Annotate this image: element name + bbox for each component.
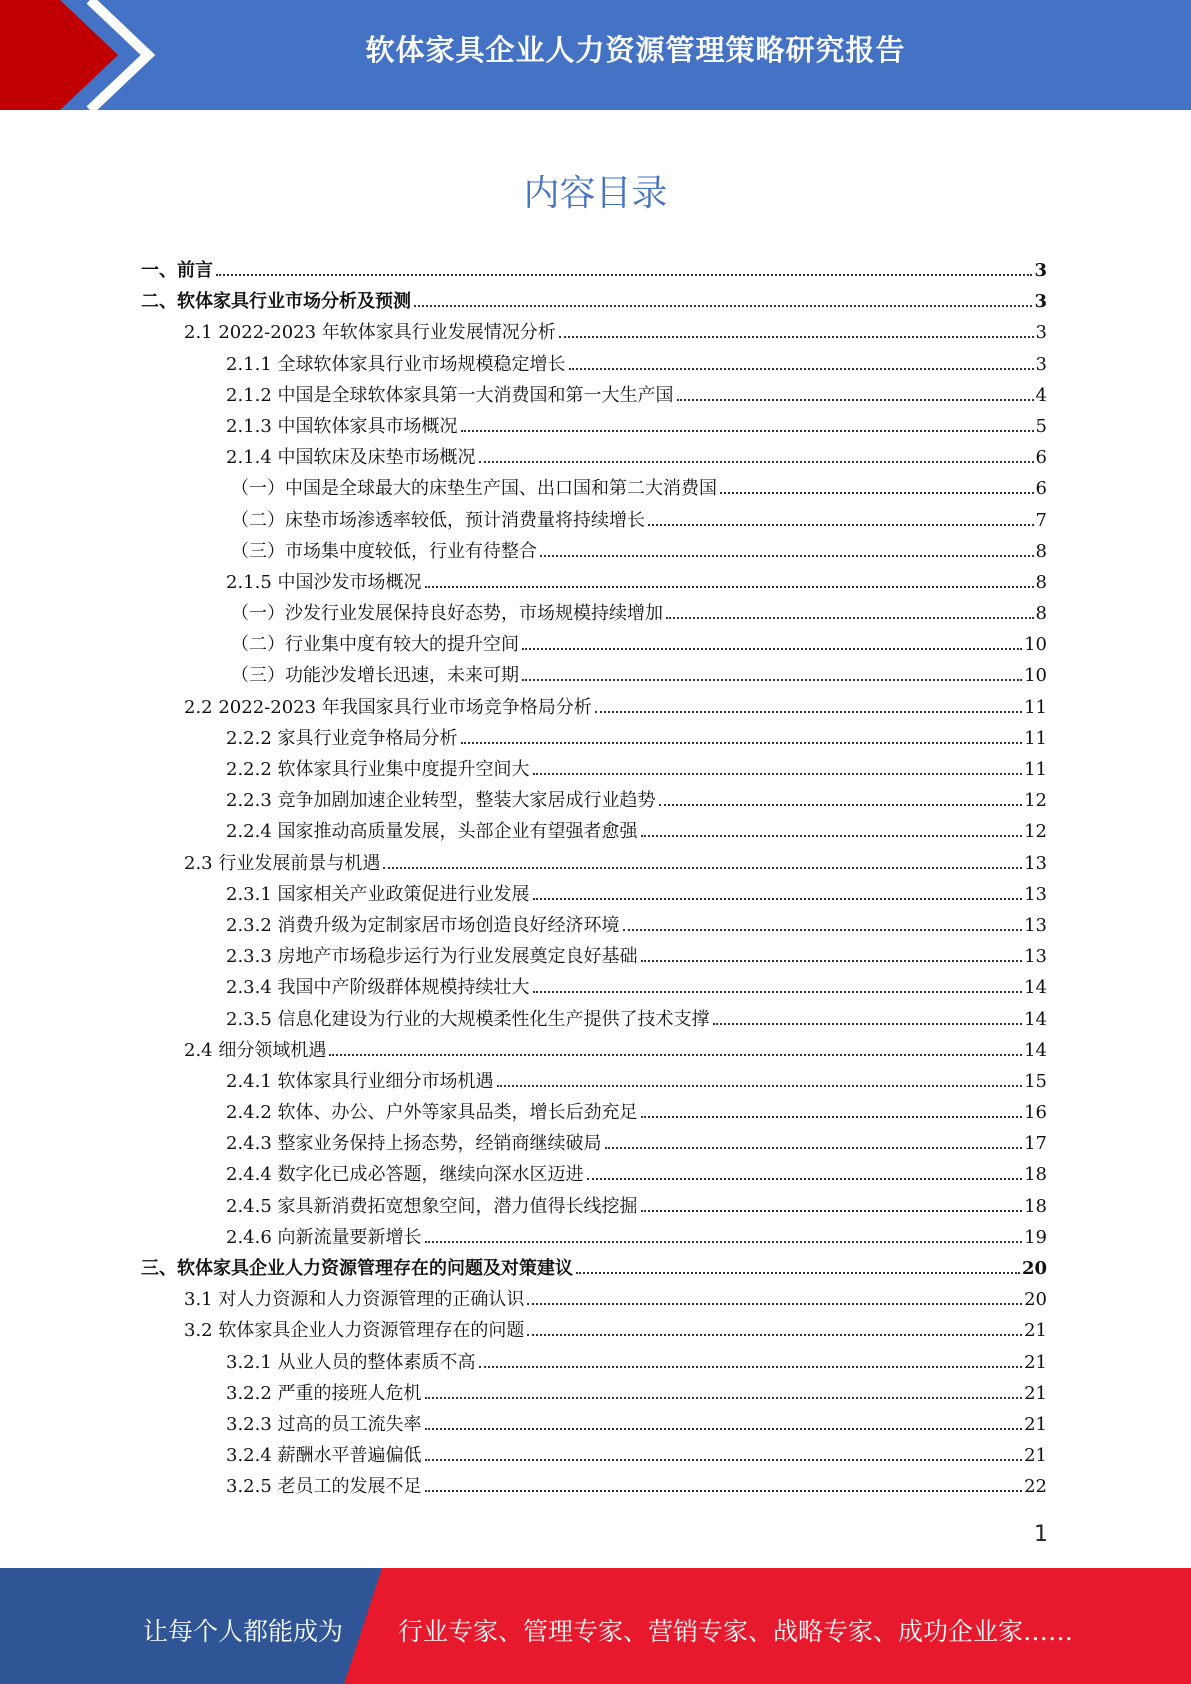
page-footer (0, 1568, 1191, 1684)
toc-leader-dots (540, 555, 1034, 557)
toc-entry-title: 2.3 行业发展前景与机遇 (184, 852, 381, 874)
toc-entry-page: 15 (1024, 1070, 1047, 1092)
toc-entry-title: （一）中国是全球最大的床垫生产国、出口国和第二大消费国 (231, 478, 717, 500)
toc-entry-title: 3.2.1 从业人员的整体素质不高 (226, 1351, 476, 1373)
toc-entry[interactable] (141, 1159, 1047, 1190)
toc-leader-dots (576, 1272, 1020, 1274)
toc-entry-page: 6 (1035, 478, 1047, 500)
toc-leader-dots (425, 1397, 1023, 1399)
toc-entry-title: （三）功能沙发增长迅速，未来可期 (231, 665, 519, 687)
toc-entry[interactable] (141, 816, 1047, 847)
toc-entry-page: 13 (1024, 914, 1047, 936)
page-number: 1 (1034, 1522, 1048, 1547)
toc-entry-page: 19 (1024, 1226, 1047, 1248)
toc-entry[interactable] (141, 473, 1047, 504)
toc-entry-page: 12 (1024, 790, 1047, 812)
toc-entry[interactable] (141, 567, 1047, 598)
toc-entry-title: （三）市场集中度较低，行业有待整合 (231, 540, 537, 562)
toc-heading: 内容目录 (523, 173, 668, 214)
toc-entry[interactable] (141, 1440, 1047, 1471)
toc-leader-dots (641, 835, 1023, 837)
toc-entry[interactable] (141, 1315, 1047, 1346)
toc-leader-dots (522, 648, 1022, 650)
toc-entry-page: 13 (1024, 883, 1047, 905)
toc-entry[interactable] (141, 442, 1047, 473)
toc-entry-title: 2.4.6 向新流量要新增长 (226, 1226, 422, 1248)
toc-entry[interactable] (141, 317, 1047, 348)
toc-entry[interactable] (141, 785, 1047, 816)
toc-entry-page: 13 (1024, 946, 1047, 968)
toc-entry-title: 2.3.1 国家相关产业政策促进行业发展 (226, 883, 530, 905)
toc-entry[interactable] (141, 1128, 1047, 1159)
toc-leader-dots (713, 1023, 1023, 1025)
toc-entry-page: 20 (1024, 1289, 1047, 1311)
toc-leader-dots (595, 711, 1022, 713)
toc-entry-title: 2.4.1 软体家具行业细分市场机遇 (226, 1070, 494, 1092)
toc-entry[interactable] (141, 972, 1047, 1003)
toc-entry-title: 2.3.4 我国中产阶级群体规模持续壮大 (226, 977, 530, 999)
toc-entry[interactable] (141, 380, 1047, 411)
toc-entry-page: 18 (1024, 1195, 1047, 1217)
toc-entry[interactable] (141, 1035, 1047, 1066)
toc-entry[interactable] (141, 1222, 1047, 1253)
report-title: 软体家具企业人力资源管理策略研究报告 (365, 33, 906, 67)
toc-entry[interactable] (141, 941, 1047, 972)
toc-entry-title: 3.1 对人力资源和人力资源管理的正确认识 (184, 1289, 525, 1311)
toc-leader-dots (479, 1366, 1023, 1368)
toc-entry[interactable] (141, 723, 1047, 754)
toc-entry-page: 3 (1034, 260, 1047, 281)
toc-leader-dots (425, 1490, 1023, 1492)
toc-entry[interactable] (141, 1191, 1047, 1222)
toc-entry-page: 18 (1024, 1164, 1047, 1186)
toc-entry-title: 2.1.5 中国沙发市场概况 (226, 571, 422, 593)
toc-entry-title: 2.3.3 房地产市场稳步运行为行业发展奠定良好基础 (226, 946, 638, 968)
toc-leader-dots (425, 1241, 1023, 1243)
toc-entry-title: 2.4.2 软体、办公、户外等家具品类，增长后劲充足 (226, 1102, 638, 1124)
toc-entry-page: 10 (1024, 665, 1047, 687)
toc-entry-page: 3 (1035, 322, 1047, 344)
toc-entry-page: 3 (1034, 291, 1047, 313)
toc-leader-dots (461, 430, 1034, 432)
toc-leader-dots (677, 399, 1034, 401)
toc-entry-title: 一、前言 (141, 260, 213, 281)
toc-entry-title: 2.4.4 数字化已成必答题，继续向深水区迈进 (226, 1164, 584, 1186)
toc-entry-title: 2.4.3 整家业务保持上扬态势，经销商继续破局 (226, 1133, 602, 1155)
toc-leader-dots (666, 617, 1034, 619)
toc-entry-page: 4 (1035, 384, 1047, 406)
toc-leader-dots (641, 1210, 1023, 1212)
toc-entry-page: 11 (1024, 727, 1047, 749)
toc-leader-dots (533, 991, 1023, 993)
toc-leader-dots (414, 305, 1032, 307)
toc-leader-dots (569, 368, 1034, 370)
toc-leader-dots (216, 274, 1032, 276)
toc-leader-dots (527, 1303, 1022, 1305)
toc-entry-page: 14 (1024, 977, 1047, 999)
toc-leader-dots (479, 461, 1034, 463)
toc-entry-page: 6 (1035, 447, 1047, 469)
toc-entry-title: 2.1 2022-2023 年软体家具行业发展情况分析 (184, 322, 556, 344)
toc-entry[interactable] (141, 660, 1047, 691)
toc-entry-page: 14 (1024, 1039, 1047, 1061)
toc-entry[interactable] (141, 1284, 1047, 1315)
toc-entry-page: 22 (1024, 1476, 1047, 1498)
toc-leader-dots (605, 1147, 1023, 1149)
toc-entry-page: 11 (1024, 759, 1047, 780)
toc-leader-dots (527, 1334, 1022, 1336)
toc-entry[interactable] (141, 848, 1047, 879)
toc-entry-page: 10 (1024, 634, 1047, 656)
toc-entry[interactable] (141, 1347, 1047, 1378)
footer-slogan-left: 让每个人都能成为 (143, 1617, 344, 1646)
toc-entry-page: 21 (1024, 1413, 1047, 1435)
toc-entry-page: 21 (1024, 1445, 1047, 1467)
toc-entry-title: 2.2.4 国家推动高质量发展，头部企业有望强者愈强 (226, 821, 638, 843)
toc-entry-title: （二）行业集中度有较大的提升空间 (231, 634, 519, 656)
toc-leader-dots (497, 1085, 1023, 1087)
toc-entry-title: 3.2.4 薪酬水平普遍偏低 (226, 1445, 422, 1467)
toc-entry[interactable] (141, 598, 1047, 629)
toc-leader-dots (559, 336, 1034, 338)
toc-entry[interactable] (141, 879, 1047, 910)
toc-entry[interactable] (141, 1066, 1047, 1097)
toc-leader-dots (623, 929, 1023, 931)
toc-entry[interactable] (141, 1409, 1047, 1440)
toc-entry[interactable] (141, 255, 1047, 286)
toc-leader-dots (587, 1178, 1023, 1180)
toc-leader-dots (720, 492, 1034, 494)
toc-entry-page: 11 (1024, 696, 1047, 718)
toc-entry-title: 2.4 细分领域机遇 (184, 1039, 327, 1061)
toc-entry-page: 14 (1024, 1008, 1047, 1030)
footer-slogan-right: 行业专家、管理专家、营销专家、战略专家、成功企业家…… (398, 1617, 1074, 1646)
page-header (0, 0, 1191, 110)
toc-leader-dots (641, 1116, 1023, 1118)
toc-entry-title: （一）沙发行业发展保持良好态势，市场规模持续增加 (231, 603, 663, 625)
toc-entry-title: 2.1.4 中国软床及床垫市场概况 (226, 447, 476, 469)
toc-leader-dots (641, 960, 1023, 962)
toc-entry[interactable] (141, 349, 1047, 380)
toc-entry-title: 3.2.5 老员工的发展不足 (226, 1476, 422, 1498)
toc-entry[interactable] (141, 1097, 1047, 1128)
toc-entry-title: 2.4.5 家具新消费拓宽想象空间，潜力值得长线挖掘 (226, 1195, 638, 1217)
toc-leader-dots (659, 804, 1023, 806)
toc-entry-page: 21 (1024, 1382, 1047, 1404)
toc-entry[interactable] (141, 411, 1047, 442)
toc-entry[interactable] (141, 536, 1047, 567)
toc-leader-dots (425, 1428, 1023, 1430)
toc-leader-dots (383, 867, 1022, 869)
toc-entry-page: 21 (1024, 1320, 1047, 1342)
toc-entry[interactable] (141, 1004, 1047, 1035)
toc-entry[interactable] (141, 692, 1047, 723)
toc-entry-page: 21 (1024, 1351, 1047, 1373)
toc-entry[interactable] (141, 286, 1047, 317)
toc-leader-dots (461, 742, 1023, 744)
toc-entry-title: 3.2 软体家具企业人力资源管理存在的问题 (184, 1320, 525, 1342)
toc-leader-dots (425, 586, 1034, 588)
table-of-contents (141, 255, 1047, 1503)
toc-entry-page: 8 (1035, 603, 1047, 625)
toc-entry-title: 三、软体家具企业人力资源管理存在的问题及对策建议 (141, 1258, 573, 1279)
toc-entry-page: 16 (1024, 1102, 1047, 1124)
toc-entry-title: 2.2.2 软体家具行业集中度提升空间大 (226, 759, 530, 780)
toc-leader-dots (533, 773, 1023, 775)
toc-entry-title: 2.3.5 信息化建设为行业的大规模柔性化生产提供了技术支撑 (226, 1008, 710, 1030)
toc-entry[interactable] (141, 1378, 1047, 1409)
toc-entry-page: 20 (1021, 1258, 1047, 1279)
toc-entry-title: 3.2.2 严重的接班人危机 (226, 1382, 422, 1404)
toc-entry-page: 8 (1035, 540, 1047, 562)
toc-leader-dots (522, 679, 1022, 681)
toc-entry-title: 3.2.3 过高的员工流失率 (226, 1413, 422, 1435)
toc-entry[interactable] (141, 910, 1047, 941)
toc-entry-title: 2.1.2 中国是全球软体家具第一大消费国和第一大生产国 (226, 384, 674, 406)
toc-entry[interactable] (141, 1253, 1047, 1284)
toc-entry-page: 3 (1035, 353, 1047, 375)
toc-entry-title: 2.1.3 中国软体家具市场概况 (226, 415, 458, 437)
toc-entry[interactable] (141, 754, 1047, 785)
toc-entry-title: 二、软体家具行业市场分析及预测 (141, 291, 411, 313)
toc-entry-title: 2.2.2 家具行业竞争格局分析 (226, 727, 458, 749)
toc-entry-page: 17 (1024, 1133, 1047, 1155)
toc-leader-dots (425, 1459, 1023, 1461)
toc-entry-page: 8 (1035, 571, 1047, 593)
toc-leader-dots (533, 898, 1023, 900)
toc-entry[interactable] (141, 629, 1047, 660)
toc-entry-title: 2.3.2 消费升级为定制家居市场创造良好经济环境 (226, 914, 620, 936)
toc-entry-page: 12 (1024, 821, 1047, 843)
toc-entry-page: 13 (1024, 852, 1047, 874)
toc-entry[interactable] (141, 505, 1047, 536)
toc-entry-title: （二）床垫市场渗透率较低，预计消费量将持续增长 (231, 509, 645, 531)
toc-leader-dots (648, 524, 1034, 526)
toc-entry-page: 7 (1035, 509, 1047, 531)
toc-entry-title: 2.2.3 竞争加剧加速企业转型，整装大家居成行业趋势 (226, 790, 656, 812)
toc-entry[interactable] (141, 1471, 1047, 1502)
toc-entry-title: 2.2 2022-2023 年我国家具行业市场竞争格局分析 (184, 696, 592, 718)
toc-entry-title: 2.1.1 全球软体家具行业市场规模稳定增长 (226, 353, 566, 375)
toc-leader-dots (329, 1054, 1022, 1056)
toc-entry-page: 5 (1035, 415, 1047, 437)
